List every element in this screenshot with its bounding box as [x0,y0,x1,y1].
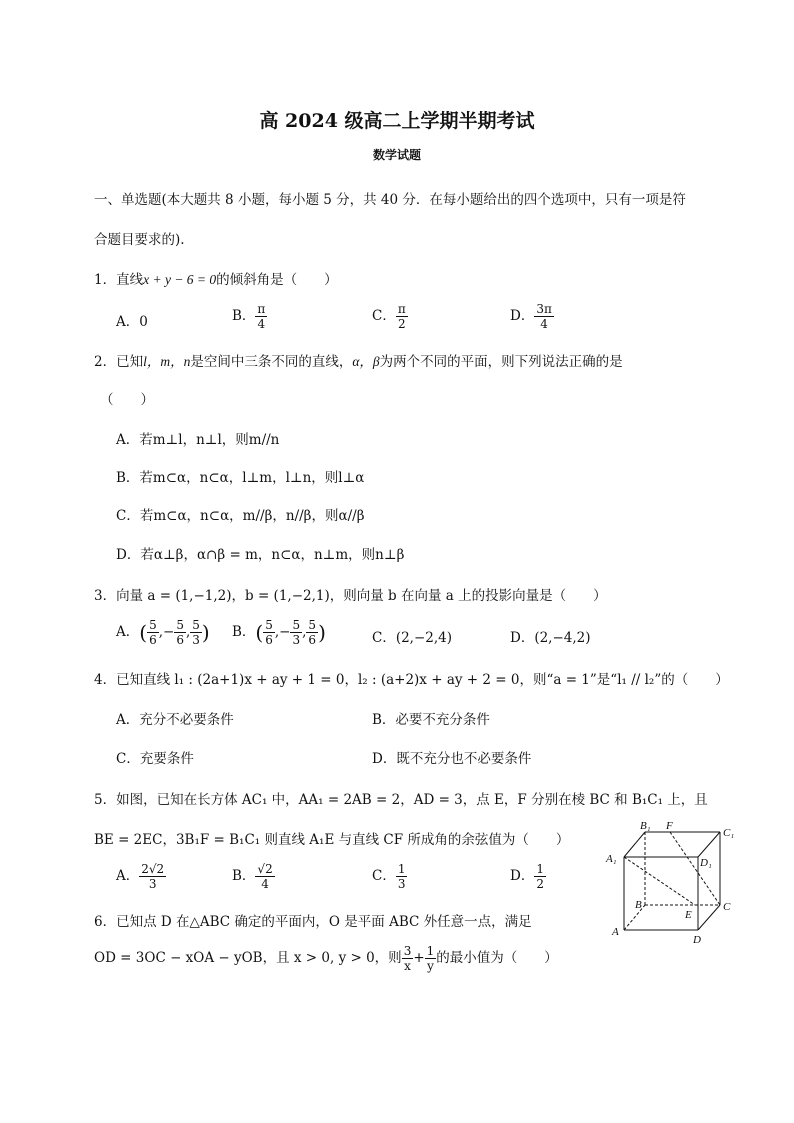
q1-c-label: C． [372,308,396,324]
label-a1: A₁ [606,853,617,865]
q5-option-a: A． $\frac{2√2}{3}$ [116,862,165,891]
question-5-line1: 5．如图，已知在长方体 AC₁ 中，AA₁ = 2AB = 2，AD = 3，点 E，F 分别在棱 BC 和 B₁C₁ 上，且 [94,792,708,808]
q1-d-frac: $\frac{3\pi}{4}$ [536,302,552,331]
question-6-line1: 6．已知点 D 在△ABC 确定的平面内，O 是平面 ABC 外任意一点，满足 [94,914,532,930]
label-f: F [666,820,673,832]
edge-d-c [698,905,720,930]
question-1-stem [94,268,338,288]
label-a: A [612,926,619,938]
segment-f-c [670,832,720,905]
q4-option-d: D．既不充分也不必要条件 [372,751,532,767]
page-title: 高 2024 级高二上学期半期考试 [259,110,535,132]
q2-option-d: D．若α⊥β，α∩β = m，n⊂α，n⊥m，则n⊥β [116,547,405,563]
q5-option-d: D． $\frac{1}{2}$ [510,862,544,891]
label-e: E [685,909,692,921]
q1-pre: 1．直线 [94,272,144,288]
edge-d1-c1 [698,832,720,857]
question-2-stem: 2．已知l，m，n是空间中三条不同的直线，α，β为两个不同的平面，则下列说法正确的是 [94,354,623,370]
q3-option-d: D．(2,−4,2) [510,630,591,646]
q1-option-a: A．0 [116,314,148,330]
q4-option-c: C．充要条件 [116,751,194,767]
section-instruction: 一、单选题(本大题共 8 小题，每小题 5 分，共 40 分．在每小题给出的四个选项中，只有一项是符 [94,192,686,208]
section-instruction-cont: 合题目要求的). [94,232,185,248]
q2-vars: l，m，n [143,354,191,369]
q2-option-a: A．若m⊥l，n⊥l，则m//n [116,432,280,448]
question-5-line2: BE = 2EC，3B₁F = B₁C₁ 则直线 A₁E 与直线 CF 所成角的余弦值为（ ） [94,832,570,848]
label-b: B [635,899,642,911]
segment-a1-e [624,857,695,905]
q1-option-b [232,302,267,331]
q2-option-c: C．若m⊂α，n⊂α，m//β，n//β，则α//β [116,508,365,524]
label-d: D [693,934,701,946]
q1-option-c [372,302,408,331]
q3-option-a: A．( $\frac{5}{6}$ ,− $\frac{5}{6}$ , $\frac{5}{3}$ ) [116,618,210,647]
label-c1: C₁ [723,827,735,839]
question-3-stem: 3．向量 a = (1,−1,2)，b = (1,−2,1)，则向量 b 在向量 a 上的投影向量是（ ） [94,588,607,604]
page-subtitle: 数学试题 [372,148,421,162]
edge-a1-b1 [624,832,645,857]
q2-paren: （ ） [100,392,154,408]
q3-option-b: B．( $\frac{5}{6}$ ,− $\frac{5}{3}$ , $\frac{5}{6}$ ) [232,618,326,647]
question-6-line2: OD = 3OC − xOA − yOB，且 x > 0, y > 0，则 $\frac{3}{x}$ + $\frac{1}{y}$ 的最小值为（ ） [94,944,558,973]
q1-expr: x + y − 6 = 0 [143,272,217,287]
cuboid-figure [600,815,750,950]
q5-option-c: C． $\frac{1}{3}$ [372,862,406,891]
q4-option-a: A．充分不必要条件 [116,712,234,728]
label-c: C [723,901,731,913]
q1-option-d [510,302,554,331]
q1-b-label: B． [232,308,256,324]
q1-b-frac: $\frac{\pi}{4}$ [257,302,266,331]
label-d1: D₁ [700,857,712,869]
question-4-stem: 4．已知直线 l₁ : (2a+1)x + ay + 1 = 0，l₂ : (a+2)x + ay + 2 = 0，则“a = 1”是“l₁ // l₂”的（ ） [94,672,729,688]
q4-option-b: B．必要不充分条件 [372,712,490,728]
q2-option-b: B．若m⊂α，n⊂α，l⊥m，l⊥n，则l⊥α [116,470,365,486]
q3-option-c: C．(2,−2,4) [372,630,453,646]
q1-post: 的倾斜角是（ ） [216,272,338,288]
q1-d-label: D． [510,308,535,324]
label-b1: B₁ [640,820,651,832]
q2-planes: α，β [352,354,380,369]
q5-option-b: B． $\frac{√2}{4}$ [232,862,273,891]
q1-c-frac: $\frac{\pi}{2}$ [397,302,406,331]
